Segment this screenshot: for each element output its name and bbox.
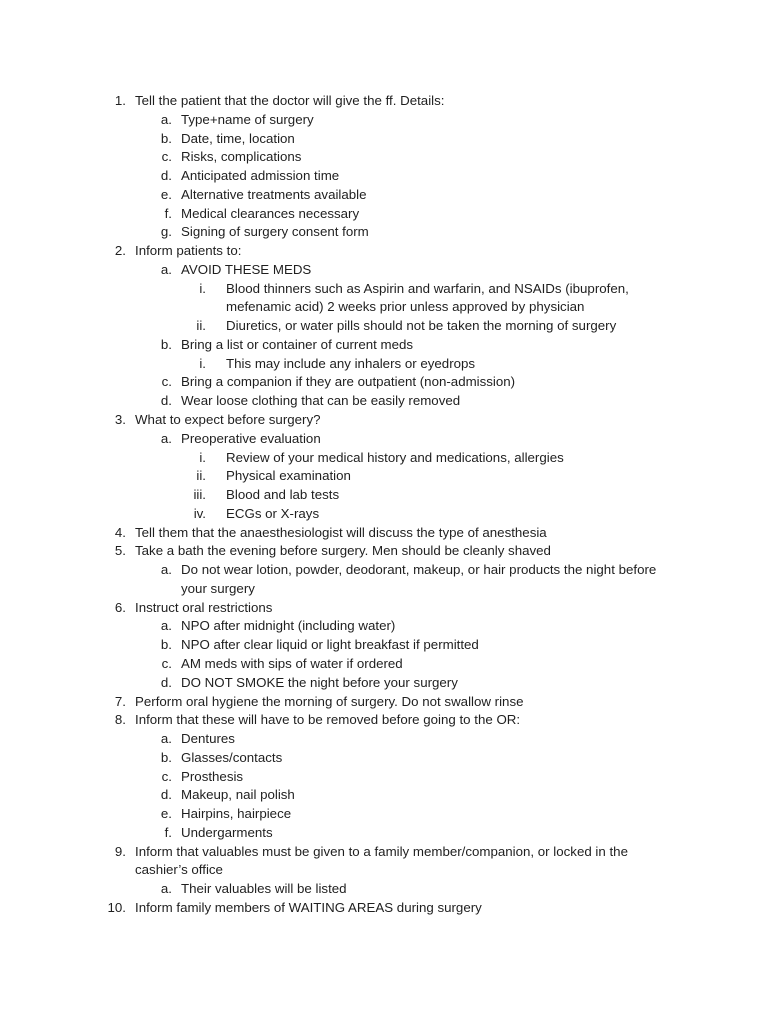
list-item-level-2: [0, 749, 768, 768]
list-item-text: Inform family members of WAITING AREAS during surgery: [135, 899, 482, 915]
list-item-text: Their valuables will be listed: [181, 881, 347, 897]
list-item-level-2: [0, 205, 768, 224]
list-item-level-2: [0, 430, 768, 449]
list-item-text: Blood and lab tests: [226, 487, 340, 503]
list-item-text: Tell them that the anaesthesiologist will discuss the type of anesthesia: [135, 524, 547, 540]
list-item-level-2: [0, 186, 768, 205]
list-item-text: Makeup, nail polish: [181, 787, 295, 803]
list-item-text: Risks, complications: [181, 149, 302, 165]
list-item-text: Inform patients to:: [135, 243, 242, 259]
list-marker: a.: [160, 111, 172, 127]
list-item-text: Physical examination: [226, 468, 351, 484]
list-item-text: Preoperative evaluation: [181, 430, 321, 446]
list-item-text: Undergarments: [181, 824, 273, 840]
list-item-level-2: [0, 373, 768, 392]
list-marker: 10.: [107, 899, 126, 915]
list-item-text: ECGs or X-rays: [226, 505, 320, 521]
list-item-level-1: [0, 242, 768, 261]
list-marker: iv.: [193, 505, 206, 521]
list-marker: a.: [160, 881, 172, 897]
list-marker: c.: [161, 768, 172, 784]
list-marker: b.: [160, 130, 172, 146]
list-item-level-1: [0, 711, 768, 730]
list-marker: 6.: [114, 599, 126, 615]
list-item-text: Perform oral hygiene the morning of surgery. Do not swallow rinse: [135, 693, 524, 709]
list-item-level-2: [0, 336, 768, 355]
list-item-level-3: [0, 280, 768, 299]
list-item-level-1: [0, 524, 768, 543]
list-item-text: Type+name of surgery: [181, 111, 314, 127]
list-marker: 9.: [114, 843, 126, 859]
list-marker: d.: [160, 787, 172, 803]
list-item-text: cashier’s office: [135, 862, 223, 878]
list-marker: 5.: [114, 543, 126, 559]
list-item-level-1: [0, 899, 768, 918]
list-item-text: DO NOT SMOKE the night before your surgery: [181, 674, 458, 690]
list-marker: d.: [160, 168, 172, 184]
list-item-text: Medical clearances necessary: [181, 205, 360, 221]
list-item-level-1: [0, 542, 768, 561]
list-item-level-3: [0, 486, 768, 505]
instruction-list: [0, 92, 768, 918]
list-marker: b.: [160, 637, 172, 653]
list-item-level-2: [0, 786, 768, 805]
list-marker: ii.: [196, 318, 206, 334]
list-item-text: Date, time, location: [181, 130, 295, 146]
list-item-text: Instruct oral restrictions: [135, 599, 273, 615]
list-item-level-2: [0, 261, 768, 280]
list-item-text: mefenamic acid) 2 weeks prior unless approved by physician: [226, 299, 585, 315]
list-item-level-2: [0, 636, 768, 655]
list-item-continuation: [0, 298, 768, 317]
list-marker: 3.: [114, 412, 126, 428]
list-item-level-2: [0, 148, 768, 167]
list-item-text: Diuretics, or water pills should not be taken the morning of surgery: [226, 318, 617, 334]
list-item-level-3: [0, 505, 768, 524]
list-item-text: Bring a companion if they are outpatient (non-admission): [181, 374, 516, 390]
list-marker: 2.: [114, 243, 126, 259]
list-marker: d.: [160, 674, 172, 690]
list-item-level-2: [0, 167, 768, 186]
list-item-text: NPO after midnight (including water): [181, 618, 396, 634]
list-marker: e.: [160, 806, 172, 822]
list-item-text: Wear loose clothing that can be easily removed: [181, 393, 461, 409]
list-item-level-2: [0, 111, 768, 130]
list-item-text: Inform that valuables must be given to a family member/companion, or locked in the: [135, 843, 628, 859]
list-item-text: Dentures: [181, 731, 235, 747]
list-marker: a.: [160, 430, 172, 446]
list-item-level-3: [0, 467, 768, 486]
list-item-level-2: [0, 223, 768, 242]
list-marker: a.: [160, 562, 172, 578]
list-item-level-2: [0, 730, 768, 749]
list-item-level-2: [0, 655, 768, 674]
list-item-level-1: [0, 693, 768, 712]
list-item-level-2: [0, 768, 768, 787]
list-marker: 7.: [114, 693, 126, 709]
list-marker: ii.: [196, 468, 206, 484]
list-item-text: Take a bath the evening before surgery. Men should be cleanly shaved: [135, 543, 551, 559]
list-item-text: Review of your medical history and medications, allergies: [226, 449, 564, 465]
list-marker: a.: [160, 731, 172, 747]
list-marker: a.: [160, 618, 172, 634]
list-marker: i.: [199, 280, 206, 296]
list-marker: g.: [160, 224, 172, 240]
list-item-level-1: [0, 843, 768, 862]
list-item-text: Anticipated admission time: [181, 168, 340, 184]
list-marker: c.: [161, 149, 172, 165]
list-item-text: This may include any inhalers or eyedrops: [226, 355, 476, 371]
list-item-level-3: [0, 449, 768, 468]
list-item-level-2: [0, 130, 768, 149]
list-marker: c.: [161, 374, 172, 390]
list-item-level-2: [0, 392, 768, 411]
list-marker: 1.: [114, 93, 126, 108]
list-item-level-2: [0, 674, 768, 693]
list-marker: iii.: [193, 487, 206, 503]
list-item-text: Alternative treatments available: [181, 186, 367, 202]
list-item-text: Bring a list or container of current meds: [181, 336, 414, 352]
list-marker: f.: [164, 824, 172, 840]
list-marker: d.: [160, 393, 172, 409]
list-marker: a.: [160, 261, 172, 277]
list-marker: 8.: [114, 712, 126, 728]
list-item-level-2: [0, 805, 768, 824]
list-item-level-3: [0, 355, 768, 374]
list-item-continuation: [0, 580, 768, 599]
list-item-text: Tell the patient that the doctor will give the ff. Details:: [135, 93, 445, 108]
list-item-text: Inform that these will have to be removed before going to the OR:: [135, 712, 521, 728]
list-item-level-2: [0, 880, 768, 899]
list-item-text: Hairpins, hairpiece: [181, 806, 292, 822]
list-item-level-3: [0, 317, 768, 336]
list-item-level-1: [0, 411, 768, 430]
list-marker: 4.: [114, 524, 126, 540]
list-marker: i.: [199, 355, 206, 371]
list-item-level-2: [0, 561, 768, 580]
list-item-text: NPO after clear liquid or light breakfast if permitted: [181, 637, 479, 653]
list-item-text: Do not wear lotion, powder, deodorant, makeup, or hair products the night before: [181, 562, 657, 578]
list-item-level-1: [0, 92, 768, 111]
list-item-level-2: [0, 824, 768, 843]
list-marker: i.: [199, 449, 206, 465]
list-item-level-1: [0, 599, 768, 618]
list-marker: b.: [160, 336, 172, 352]
list-item-text: Signing of surgery consent form: [181, 224, 369, 240]
list-item-text: Prosthesis: [181, 768, 244, 784]
list-marker: c.: [161, 655, 172, 671]
list-item-text: AVOID THESE MEDS: [181, 261, 312, 277]
list-item-text: What to expect before surgery?: [135, 412, 321, 428]
list-item-text: Blood thinners such as Aspirin and warfarin, and NSAIDs (ibuprofen,: [226, 280, 629, 296]
list-item-text: your surgery: [181, 580, 255, 596]
list-item-level-2: [0, 617, 768, 636]
list-marker: e.: [160, 186, 172, 202]
list-item-text: Glasses/contacts: [181, 749, 283, 765]
list-item-continuation: [0, 861, 768, 880]
list-marker: f.: [164, 205, 172, 221]
list-item-text: AM meds with sips of water if ordered: [181, 655, 403, 671]
list-marker: b.: [160, 749, 172, 765]
